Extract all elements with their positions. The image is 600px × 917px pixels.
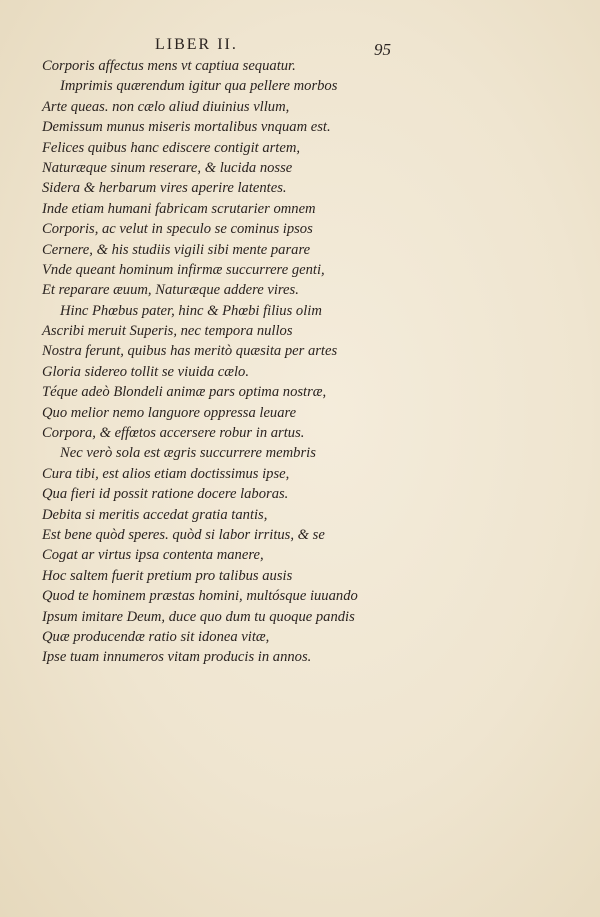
verse-line: Imprimis quærendum igitur qua pellere morbos bbox=[60, 78, 338, 95]
verse-line: Debita si meritis accedat gratia tantis, bbox=[42, 506, 268, 523]
verse-line: Cogat ar virtus ipsa contenta manere, bbox=[42, 547, 264, 564]
verse-line: Ipsum imitare Deum, duce quo dum tu quoque pandis bbox=[42, 608, 355, 625]
verse-line: Sidera & herbarum vires aperire latentes. bbox=[42, 180, 287, 197]
verse-line: Ascribi meruit Superis, nec tempora nullos bbox=[42, 323, 293, 340]
verse-line: Ipse tuam innumeros vitam producis in annos. bbox=[42, 649, 312, 666]
verse-line: Et reparare æuum, Naturæque addere vires. bbox=[42, 282, 299, 299]
verse-line: Corpora, & effœtos accersere robur in artus. bbox=[42, 425, 305, 442]
verse-line: Demissum munus miseris mortalibus vnquam est. bbox=[42, 119, 331, 136]
verse-line: Hoc saltem fuerit pretium pro talibus ausis bbox=[42, 567, 293, 584]
verse-line: Nec verò sola est ægris succurrere membris bbox=[60, 445, 316, 462]
verse-line: Cura tibi, est alios etiam doctissimus ipse, bbox=[42, 465, 290, 482]
verse-line: Quæ producendæ ratio sit idonea vitæ, bbox=[42, 628, 270, 645]
verse-line: Corporis affectus mens vt captiua sequatur. bbox=[42, 58, 296, 74]
book-label: LIBER II. bbox=[155, 36, 238, 53]
verse-line: Hinc Phœbus pater, hinc & Phœbi filius olim bbox=[60, 302, 322, 319]
verse-text-block bbox=[42, 56, 382, 668]
page-number: 95 bbox=[374, 40, 391, 59]
verse-line: Vnde queant hominum infirmæ succurrere genti, bbox=[42, 261, 325, 278]
verse-line: Cernere, & his studiis vigili sibi mente parare bbox=[42, 241, 311, 258]
verse-line: Qua fieri id possit ratione docere laboras. bbox=[42, 486, 289, 503]
verse-line: Felices quibus hanc ediscere contigit artem, bbox=[42, 139, 301, 156]
verse-line: Corporis, ac velut in speculo se cominus ipsos bbox=[42, 221, 313, 238]
verse-line: Inde etiam humani fabricam scrutarier omnem bbox=[42, 200, 316, 217]
verse-line: Nostra ferunt, quibus has meritò quæsita per artes bbox=[42, 343, 338, 360]
verse-line: Est bene quòd speres. quòd si labor irritus, & se bbox=[42, 526, 325, 543]
verse-line: Gloria sidereo tollit se viuida cælo. bbox=[42, 363, 249, 380]
verse-line: Naturæque sinum reserare, & lucida nosse bbox=[42, 159, 293, 176]
verse-line: Arte queas. non cælo aliud diuinius vllum, bbox=[42, 98, 290, 115]
verse-line: Quo melior nemo languore oppressa leuare bbox=[42, 404, 297, 421]
verse-line: Téque adeò Blondeli animæ pars optima nostræ, bbox=[42, 384, 327, 401]
verse-line: Quod te hominem præstas homini, multósque iuuando bbox=[42, 588, 358, 605]
